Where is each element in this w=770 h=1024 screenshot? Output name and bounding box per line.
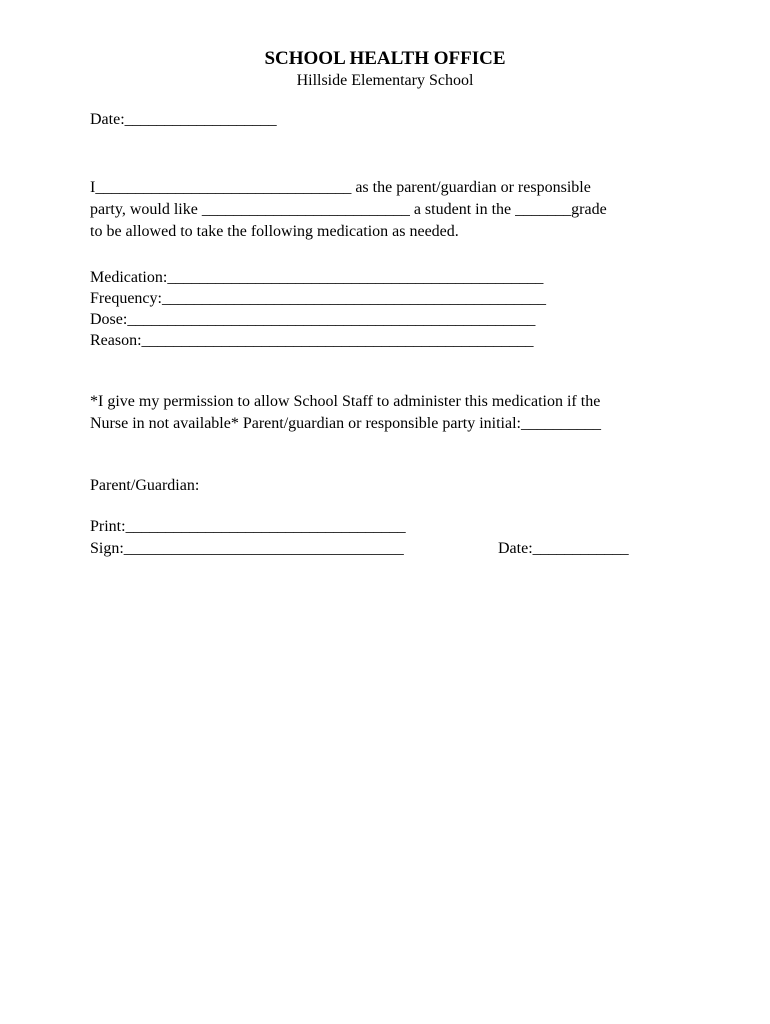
date-field[interactable]: Date:___________________ bbox=[90, 111, 277, 128]
medication-field[interactable]: Medication:_______________________________________________ bbox=[90, 269, 544, 286]
form-title: SCHOOL HEALTH OFFICE bbox=[264, 48, 506, 69]
consent-line-1[interactable]: I________________________________ as the parent/guardian or responsible bbox=[90, 179, 591, 196]
parent-guardian-heading: Parent/Guardian: bbox=[90, 477, 200, 494]
frequency-field[interactable]: Frequency:________________________________________________ bbox=[90, 290, 546, 307]
permission-initial-field[interactable]: Nurse in not available* Parent/guardian or responsible party initial:__________ bbox=[90, 415, 601, 432]
dose-field[interactable]: Dose:___________________________________________________ bbox=[90, 311, 536, 328]
signature-field[interactable]: Sign:___________________________________ bbox=[90, 540, 404, 557]
consent-line-2[interactable]: party, would like __________________________ a student in the _______grade bbox=[90, 201, 607, 218]
consent-line-3: to be allowed to take the following medication as needed. bbox=[90, 223, 459, 240]
reason-field[interactable]: Reason:_________________________________________________ bbox=[90, 332, 534, 349]
permission-line-1: *I give my permission to allow School Staff to administer this medication if the bbox=[90, 393, 601, 410]
print-name-field[interactable]: Print:___________________________________ bbox=[90, 518, 406, 535]
school-name: Hillside Elementary School bbox=[296, 72, 474, 89]
signature-date-field[interactable]: Date:____________ bbox=[498, 540, 629, 557]
